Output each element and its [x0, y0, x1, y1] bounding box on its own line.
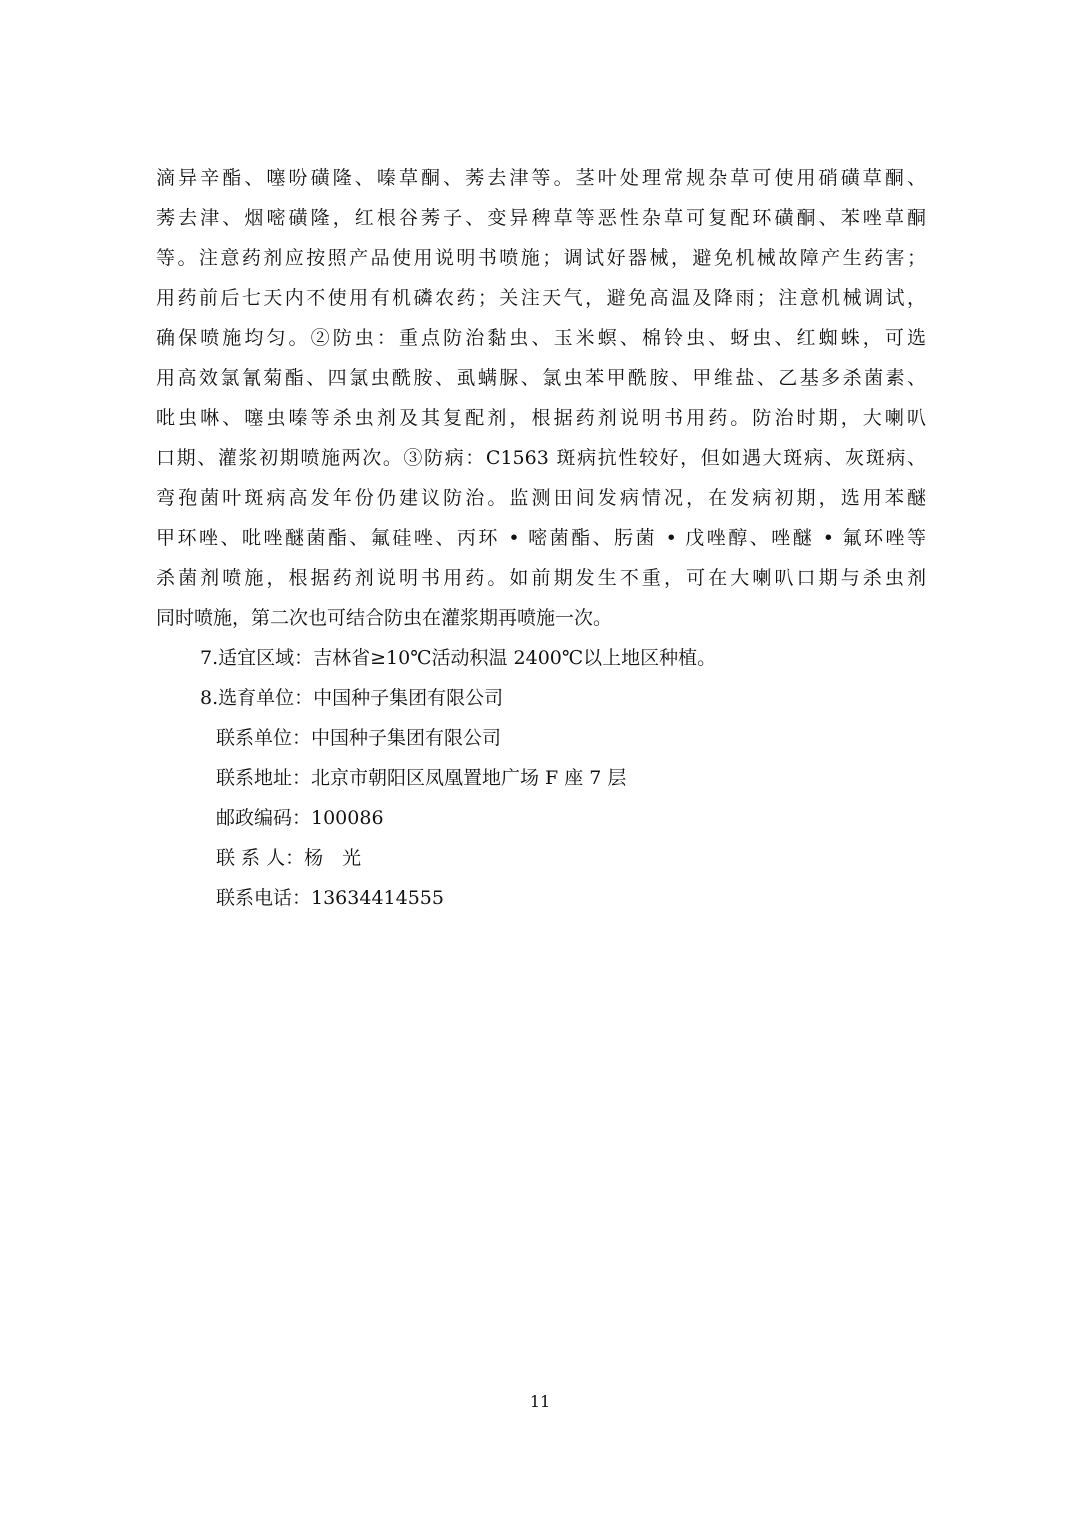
paragraph-line: 滴异辛酯、噻吩磺隆、嗪草酮、莠去津等。茎叶处理常规杂草可使用硝磺草酮、 — [156, 167, 926, 189]
breeding-unit: 8.选育单位：中国种子集团有限公司 — [200, 687, 504, 709]
paragraph-line: 吡虫啉、噻虫嗪等杀虫剂及其复配剂，根据药剂说明书用药。防治时期，大喇叭 — [156, 407, 926, 429]
paragraph-line: 用药前后七天内不使用有机磷农药；关注天气，避免高温及降雨；注意机械调试， — [156, 287, 926, 309]
contact-address: 联系地址：北京市朝阳区凤凰置地广场 F 座 7 层 — [216, 767, 627, 789]
paragraph-line: 莠去津、烟嘧磺隆，红根谷莠子、变异稗草等恶性杂草可复配环磺酮、苯唑草酮 — [156, 207, 926, 229]
paragraph-line: 杀菌剂喷施，根据药剂说明书用药。如前期发生不重，可在大喇叭口期与杀虫剂 — [156, 567, 926, 589]
contact-person: 联 系 人：杨 光 — [216, 847, 362, 869]
paragraph-line: 口期、灌浆初期喷施两次。③防病：C1563 斑病抗性较好，但如遇大斑病、灰斑病、 — [156, 447, 926, 469]
paragraph-last-line: 同时喷施，第二次也可结合防虫在灌浆期再喷施一次。 — [156, 607, 613, 629]
postal-code: 邮政编码：100086 — [216, 807, 384, 829]
paragraph-line: 等。注意药剂应按照产品使用说明书喷施；调试好器械，避免机械故障产生药害； — [156, 247, 926, 269]
page-number: 11 — [529, 1392, 551, 1411]
paragraph-line: 确保喷施均匀。②防虫：重点防治黏虫、玉米螟、棉铃虫、蚜虫、红蜘蛛，可选 — [156, 327, 926, 349]
paragraph-line: 甲环唑、吡唑醚菌酯、氟硅唑、丙环 • 嘧菌酯、肟菌 • 戊唑醇、唑醚 • 氟环唑等 — [156, 527, 926, 549]
paragraph-line: 弯孢菌叶斑病高发年份仍建议防治。监测田间发病情况，在发病初期，选用苯醚 — [156, 487, 926, 509]
contact-phone: 联系电话：13634414555 — [216, 887, 444, 909]
suitable-region: 7.适宜区域：吉林省≥10℃活动积温 2400℃以上地区种植。 — [200, 647, 717, 669]
document-body — [156, 158, 926, 918]
paragraph-line: 用高效氯氰菊酯、四氯虫酰胺、虱螨脲、氯虫苯甲酰胺、甲维盐、乙基多杀菌素、 — [156, 367, 926, 389]
contact-unit: 联系单位：中国种子集团有限公司 — [216, 727, 502, 749]
